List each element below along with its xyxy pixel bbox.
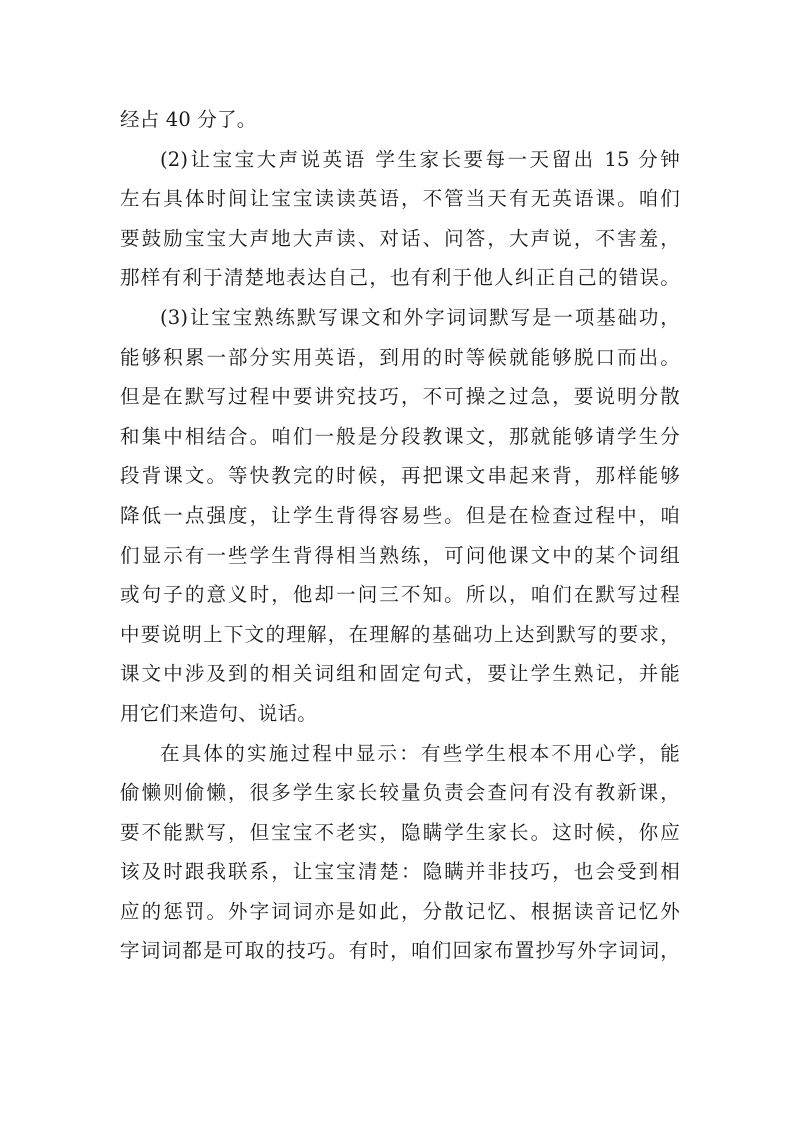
text-line-1: 经占 40 分了。: [120, 108, 257, 131]
text-line-4: 要鼓励宝宝大声地大声读、对话、问答，大声说，不害羞，: [120, 226, 680, 250]
text-line-14: 中要说明上下文的理解，在理解的基础功上达到默写的要求，: [120, 622, 680, 646]
text-line-20: 该及时跟我联系，让宝宝清楚：隐瞒并非技巧，也会受到相: [120, 860, 680, 884]
text-line-2: (2)让宝宝大声说英语 学生家长要每一天留出 15 分钟: [160, 147, 680, 171]
text-line-8: 但是在默写过程中要讲究技巧，不可操之过急，要说明分散: [120, 385, 680, 409]
text-line-22: 字词词都是可取的技巧。有时，咱们回家布置抄写外字词词，: [120, 939, 680, 963]
text-line-21: 应的惩罚。外字词词亦是如此，分散记忆、根据读音记忆外: [120, 899, 680, 923]
text-line-7: 能够积累一部分实用英语，到用的时等候就能够脱口而出。: [120, 345, 680, 369]
text-line-3: 左右具体时间让宝宝读读英语，不管当天有无英语课。咱们: [120, 187, 680, 211]
text-line-10: 段背课文。等快教完的时候，再把课文串起来背，那样能够: [120, 464, 680, 488]
text-line-12: 们显示有一些学生背得相当熟练，可问他课文中的某个词组: [120, 543, 680, 567]
body-text: [120, 100, 680, 971]
text-line-6: (3)让宝宝熟练默写课文和外字词词默写是一项基础功，: [160, 305, 680, 329]
text-line-9: 和集中相结合。咱们一般是分段教课文，那就能够请学生分: [120, 424, 680, 448]
text-line-13: 或句子的意义时，他却一问三不知。所以，咱们在默写过程: [120, 583, 680, 607]
text-line-5: 那样有利于清楚地表达自己，也有利于他人纠正自己的错误。: [120, 266, 680, 290]
text-line-16: 用它们来造句、说话。: [120, 701, 318, 725]
text-line-18: 偷懒则偷懒，很多学生家长较量负责会查问有没有教新课，: [120, 781, 680, 805]
text-line-19: 要不能默写，但宝宝不老实，隐瞒学生家长。这时候，你应: [120, 820, 680, 844]
text-line-11: 降低一点强度，让学生背得容易些。但是在检查过程中，咱: [120, 503, 680, 527]
text-line-15: 课文中涉及到的相关词组和固定句式，要让学生熟记，并能: [120, 662, 680, 686]
text-line-17: 在具体的实施过程中显示：有些学生根本不用心学，能: [160, 741, 680, 765]
